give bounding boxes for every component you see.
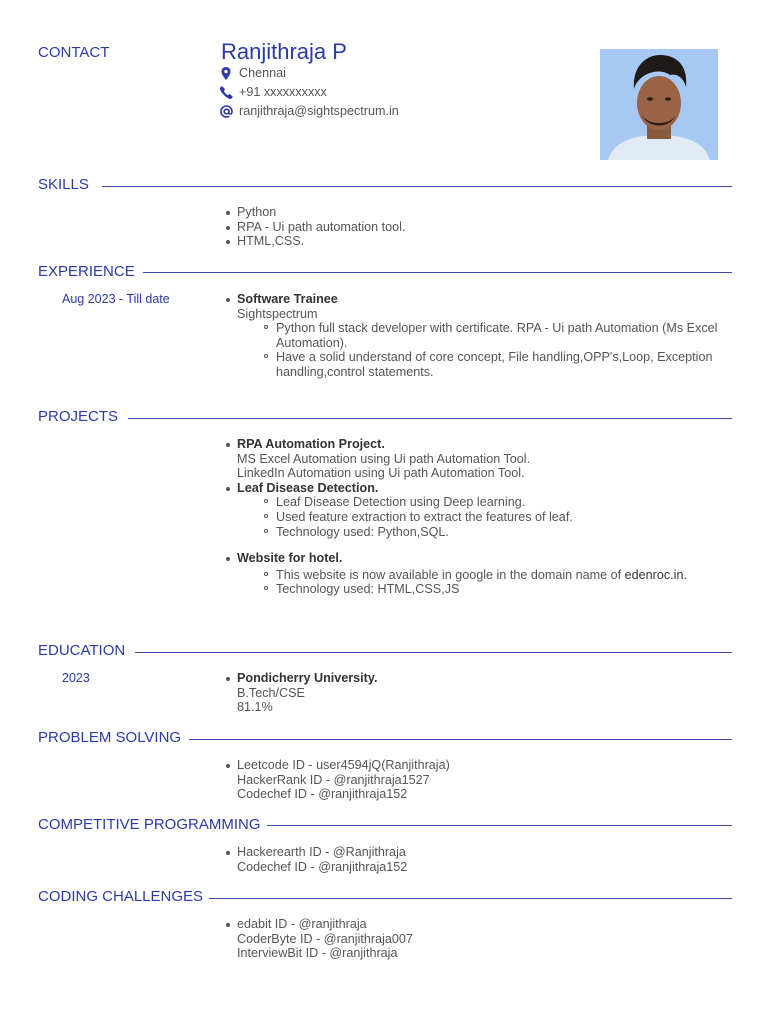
list-item: Have a solid understand of core concept, File handling,OPP's,Loop, Exception handling,control statements.: [276, 350, 727, 379]
problem-solving-divider: [189, 739, 732, 740]
list-item: Python: [237, 205, 405, 220]
education-year: 2023: [62, 671, 90, 685]
list-item: [237, 437, 727, 481]
experience-points: [276, 321, 727, 379]
domain-link[interactable]: edenroc.in.: [624, 567, 687, 582]
list-item: Python full stack developer with certificate. RPA - Ui path Automation (Ms Excel Automation).: [276, 321, 727, 350]
map-pin-icon: [218, 66, 234, 80]
profile-line: Hackerearth ID - @Ranjithraja: [237, 845, 406, 859]
list-item: Technology used: Python,SQL.: [276, 525, 727, 540]
profile-line: edabit ID - @ranjithraja: [237, 917, 367, 931]
skills-heading: SKILLS: [38, 176, 89, 193]
contact-location: [218, 66, 286, 80]
phone-icon: [218, 85, 234, 99]
list-item: [276, 568, 727, 583]
project-line: LinkedIn Automation using Ui path Automation Tool.: [237, 466, 525, 481]
contact-email: [218, 104, 399, 118]
project-point-text: This website is now available in google in the domain name of: [276, 567, 622, 582]
list-item: [237, 758, 450, 802]
profile-line: CoderByte ID - @ranjithraja007: [237, 931, 413, 946]
list-item: Used feature extraction to extract the features of leaf.: [276, 510, 727, 525]
project-points: [276, 568, 727, 597]
profile-line: InterviewBit ID - @ranjithraja: [237, 946, 398, 961]
list-item: Technology used: HTML,CSS,JS: [276, 582, 727, 597]
problem-solving-heading: PROBLEM SOLVING: [38, 729, 182, 746]
location-text: Chennai: [239, 66, 286, 80]
skills-list: [237, 205, 405, 249]
list-item: [237, 481, 727, 539]
list-item: RPA - Ui path automation tool.: [237, 219, 406, 234]
list-item: [237, 551, 727, 597]
profile-line: HackerRank ID - @ranjithraja1527: [237, 772, 430, 787]
email-link[interactable]: ranjithraja@sightspectrum.in: [239, 104, 399, 118]
education-heading: EDUCATION: [38, 642, 126, 659]
experience-heading: EXPERIENCE: [38, 263, 135, 280]
person-name: Ranjithraja P: [221, 39, 347, 64]
profile-line: Codechef ID - @ranjithraja152: [237, 859, 408, 874]
list-item: [237, 671, 377, 715]
project-title: Leaf Disease Detection.: [237, 480, 379, 495]
challenges-divider: [209, 898, 732, 899]
projects-list: [237, 437, 727, 597]
competitive-list: [237, 845, 407, 874]
contact-heading: CONTACT: [38, 44, 110, 61]
experience-date: Aug 2023 - Till date: [62, 292, 170, 306]
list-item: [237, 845, 407, 874]
profile-line: Codechef ID - @ranjithraja152: [237, 787, 408, 802]
projects-divider: [128, 418, 732, 419]
challenges-heading: CODING CHALLENGES: [38, 888, 204, 905]
experience-list: [237, 292, 727, 380]
projects-heading: PROJECTS: [38, 408, 119, 425]
list-item: HTML,CSS.: [237, 234, 405, 249]
university-name: Pondicherry University.: [237, 671, 378, 685]
project-line: MS Excel Automation using Ui path Automation Tool.: [237, 451, 531, 466]
challenges-list: [237, 917, 413, 961]
education-list: [237, 671, 377, 715]
degree: B.Tech/CSE: [237, 685, 305, 700]
skills-divider: [102, 186, 732, 187]
experience-divider: [143, 272, 732, 273]
list-item: Leaf Disease Detection using Deep learning.: [276, 495, 727, 510]
contact-phone: [218, 85, 327, 99]
competitive-divider: [267, 825, 732, 826]
score: 81.1%: [237, 700, 273, 715]
company-name: Sightspectrum: [237, 306, 318, 321]
problem-solving-list: [237, 758, 450, 802]
list-item: [237, 917, 413, 961]
list-item: [237, 292, 727, 380]
phone-text: +91 xxxxxxxxxx: [239, 85, 327, 99]
project-title: RPA Automation Project.: [237, 437, 385, 451]
education-divider: [135, 652, 732, 653]
profile-photo: [600, 49, 718, 160]
project-points: [276, 495, 727, 539]
profile-line: Leetcode ID - user4594jQ(Ranjithraja): [237, 758, 450, 772]
competitive-heading: COMPETITIVE PROGRAMMING: [38, 816, 261, 833]
at-sign-icon: [218, 104, 234, 118]
project-title: Website for hotel.: [237, 551, 343, 566]
job-title: Software Trainee: [237, 292, 338, 306]
